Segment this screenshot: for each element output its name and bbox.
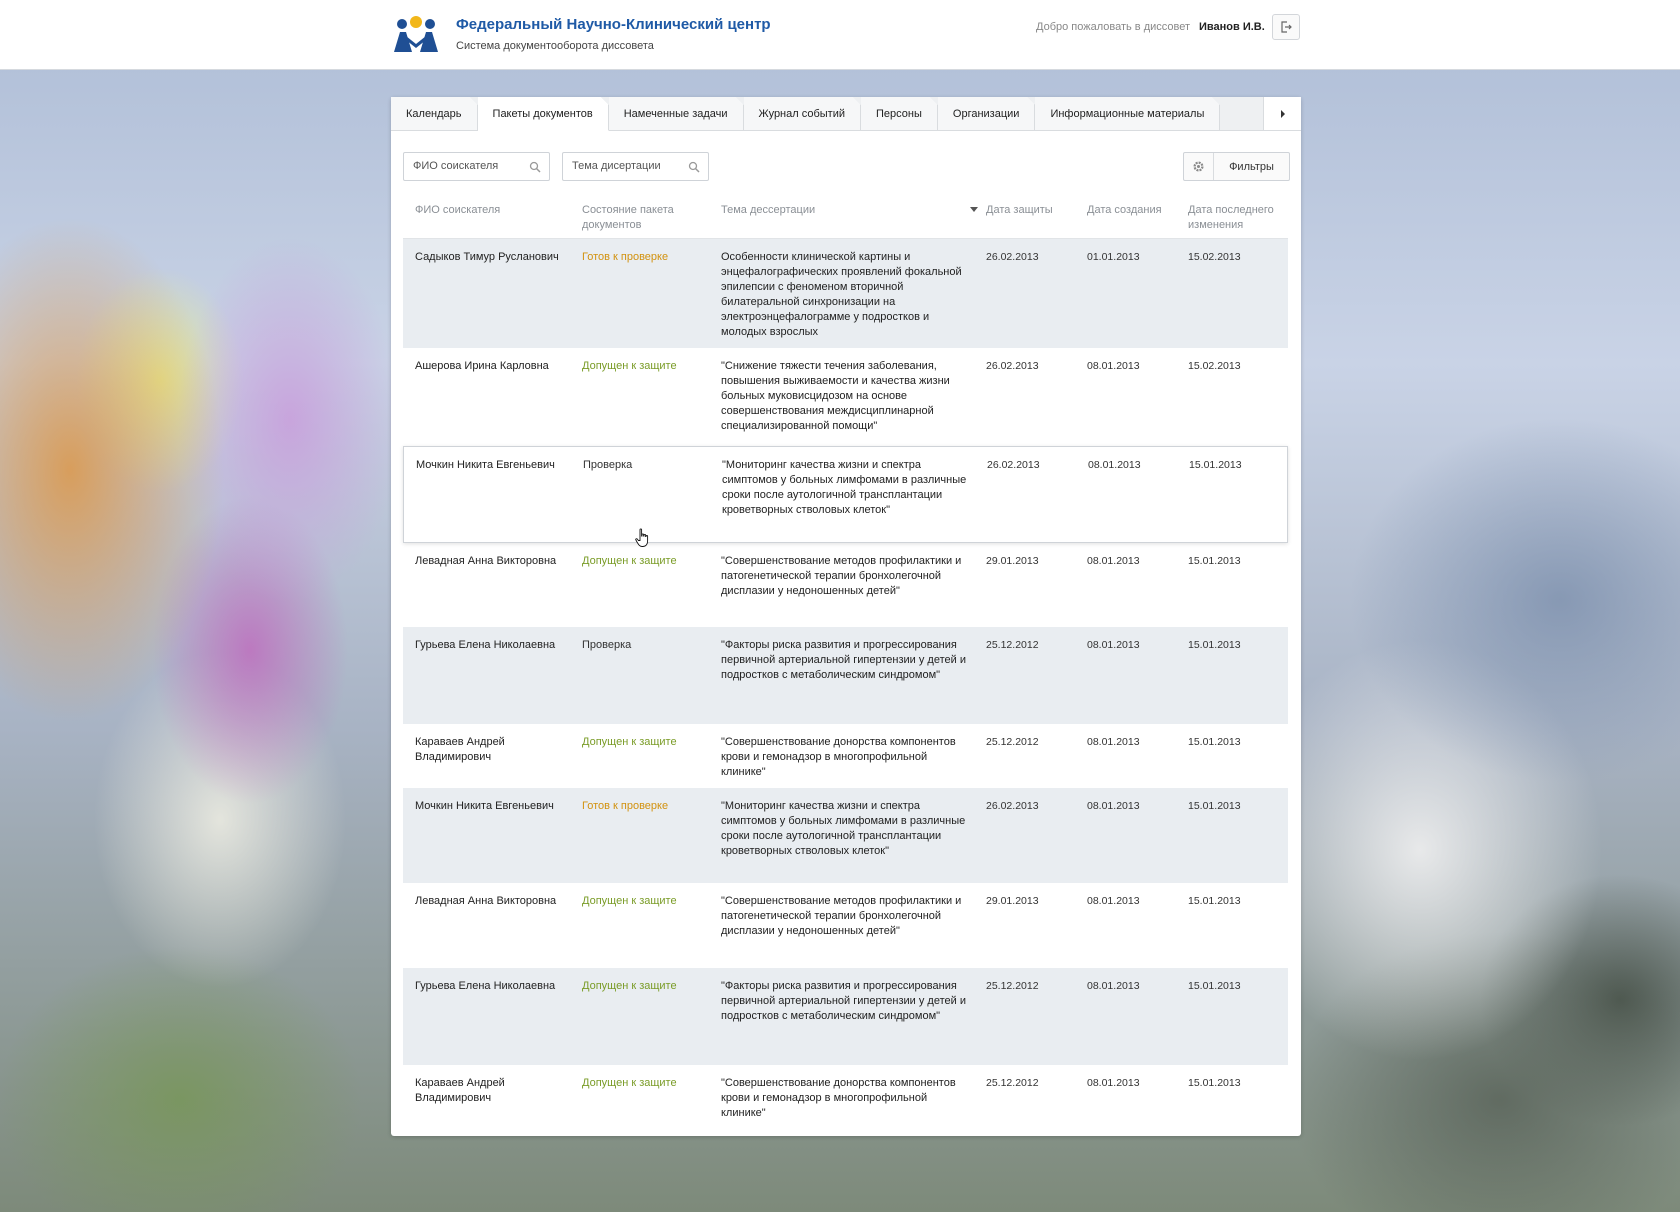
username[interactable]: Иванов И.В. — [1199, 21, 1265, 33]
applicant-name: Садыков Тимур Русланович — [415, 251, 559, 263]
dissertation-topic: "Факторы риска развития и прогрессирования первичной артериальной гипертензии у детей и подростков с метаболическим синдромом" — [721, 980, 966, 1022]
logout-button[interactable] — [1272, 14, 1300, 40]
defense-date: 26.02.2013 — [987, 459, 1040, 471]
modified-date: 15.01.2013 — [1188, 800, 1241, 812]
table-body — [403, 239, 1288, 1135]
defense-date: 26.02.2013 — [986, 360, 1039, 372]
applicant-name: Ашерова Ирина Карловна — [415, 360, 549, 372]
applicant-name: Гурьева Елена Николаевна — [415, 639, 556, 651]
modified-date: 15.01.2013 — [1188, 639, 1241, 651]
search-name-input[interactable] — [413, 160, 523, 172]
welcome-text: Добро пожаловать в диссовет — [1036, 21, 1191, 33]
created-date: 01.01.2013 — [1087, 251, 1140, 263]
gear-icon-box — [1184, 153, 1214, 180]
col-name-header[interactable]: ФИО соискателя — [415, 204, 501, 216]
col-topic-header[interactable]: Тема дессертации — [721, 204, 816, 216]
table-row[interactable] — [403, 446, 1288, 543]
col-status-header[interactable]: Состояние пакета документов — [582, 204, 674, 231]
table-row[interactable] — [403, 883, 1288, 968]
org-title: Федеральный Научно-Клинический центр — [456, 16, 771, 33]
applicant-name: Караваев Андрей Владимирович — [415, 1077, 505, 1104]
search-icon[interactable] — [529, 161, 541, 173]
search-icon[interactable] — [688, 161, 700, 173]
table-header — [403, 195, 1288, 239]
app-header — [0, 0, 1680, 70]
modified-date: 15.01.2013 — [1188, 555, 1241, 567]
col-modified-header[interactable]: Дата последнего изменения — [1188, 204, 1274, 231]
tab-persons[interactable]: Персоны — [861, 97, 938, 131]
created-date: 08.01.2013 — [1087, 980, 1140, 992]
dissertation-topic: "Совершенствование методов профилактики и патогенетической терапии бронхолегочной дисплазии у недоношенных детей" — [721, 555, 962, 597]
created-date: 08.01.2013 — [1087, 736, 1140, 748]
table-row[interactable] — [403, 724, 1288, 788]
created-date: 08.01.2013 — [1088, 459, 1141, 471]
tab-spacer — [1220, 97, 1263, 131]
gear-icon — [1192, 160, 1205, 173]
logout-icon — [1280, 21, 1292, 33]
defense-date: 25.12.2012 — [986, 736, 1039, 748]
defense-date: 25.12.2012 — [986, 639, 1039, 651]
col-created-header[interactable]: Дата создания — [1087, 204, 1162, 216]
dissertation-topic: Особенности клинической картины и энцефалографических проявлений фокальной эпилепсии с феноменом вторичной билатеральной синхронизации на электроэнцефалограмме у подростков и молодых взрослых — [721, 251, 962, 338]
package-status: Допущен к защите — [582, 1077, 677, 1089]
tab-planned-tasks[interactable]: Намеченные задачи — [609, 97, 744, 131]
package-status: Допущен к защите — [582, 895, 677, 907]
defense-date: 25.12.2012 — [986, 1077, 1039, 1089]
package-status: Готов к проверке — [582, 800, 669, 812]
created-date: 08.01.2013 — [1087, 639, 1140, 651]
modified-date: 15.01.2013 — [1189, 459, 1242, 471]
modified-date: 15.01.2013 — [1188, 736, 1241, 748]
package-status: Готов к проверке — [582, 251, 669, 263]
created-date: 08.01.2013 — [1087, 800, 1140, 812]
chevron-right-icon — [1279, 109, 1287, 119]
defense-date: 26.02.2013 — [986, 800, 1039, 812]
main-panel — [391, 97, 1301, 1136]
tab-event-log[interactable]: Журнал событий — [744, 97, 861, 131]
modified-date: 15.01.2013 — [1188, 980, 1241, 992]
dissertation-topic: "Факторы риска развития и прогрессирования первичной артериальной гипертензии у детей и подростков с метаболическим синдромом" — [721, 639, 966, 681]
table-row[interactable] — [403, 543, 1288, 627]
applicant-name: Караваев Андрей Владимирович — [415, 736, 505, 763]
tabs-next-button[interactable] — [1263, 97, 1301, 131]
dissertation-topic: "Совершенствование методов профилактики и патогенетической терапии бронхолегочной дисплазии у недоношенных детей" — [721, 895, 962, 937]
hand-cursor-icon — [635, 528, 651, 548]
defense-date: 25.12.2012 — [986, 980, 1039, 992]
tab-organizations[interactable]: Организации — [938, 97, 1036, 131]
table-row[interactable] — [403, 1065, 1288, 1135]
filters-button[interactable] — [1183, 152, 1290, 181]
dissertation-topic: "Мониторинг качества жизни и спектра симптомов у больных лимфомами в различные сроки после аутологичной трансплантации кроветворных стволовых клеток" — [721, 800, 966, 857]
package-status: Допущен к защите — [582, 555, 677, 567]
table-row[interactable] — [403, 627, 1288, 724]
created-date: 08.01.2013 — [1087, 360, 1140, 372]
table-row[interactable] — [403, 348, 1288, 446]
package-status: Допущен к защите — [582, 980, 677, 992]
table-row[interactable] — [403, 788, 1288, 883]
dissertation-topic: "Совершенствование донорства компонентов крови и гемонадзор в многопрофильной клинике" — [721, 1077, 956, 1119]
defense-date: 26.02.2013 — [986, 251, 1039, 263]
table-row[interactable] — [403, 968, 1288, 1065]
package-status: Проверка — [583, 459, 633, 471]
package-status: Проверка — [582, 639, 632, 651]
search-topic-input[interactable] — [572, 160, 682, 172]
created-date: 08.01.2013 — [1087, 895, 1140, 907]
table-row[interactable] — [403, 239, 1288, 348]
tab-document-packages[interactable]: Пакеты документов — [478, 97, 609, 131]
created-date: 08.01.2013 — [1087, 1077, 1140, 1089]
package-status: Допущен к защите — [582, 360, 677, 372]
defense-date: 29.01.2013 — [986, 895, 1039, 907]
search-topic-field[interactable] — [562, 152, 709, 181]
tab-calendar[interactable]: Календарь — [391, 97, 478, 131]
applicant-name: Гурьева Елена Николаевна — [415, 980, 556, 992]
dissertation-topic: "Мониторинг качества жизни и спектра симптомов у больных лимфомами в различные сроки после аутологичной трансплантации кроветворных стволовых клеток" — [722, 459, 967, 516]
applicant-name: Мочкин Никита Евгеньевич — [415, 800, 554, 812]
defense-date: 29.01.2013 — [986, 555, 1039, 567]
logo-icon — [392, 14, 440, 54]
applicant-name: Левадная Анна Викторовна — [415, 555, 557, 567]
created-date: 08.01.2013 — [1087, 555, 1140, 567]
tab-info-materials[interactable]: Информационные материалы — [1035, 97, 1220, 131]
sort-down-icon[interactable] — [970, 207, 978, 212]
modified-date: 15.02.2013 — [1188, 360, 1241, 372]
modified-date: 15.02.2013 — [1188, 251, 1241, 263]
dissertation-topic: "Снижение тяжести течения заболевания, повышения выживаемости и качества жизни больных муковисцидозом на основе совершенствования междисциплинарной специализированной помощи" — [721, 360, 950, 432]
modified-date: 15.01.2013 — [1188, 895, 1241, 907]
package-status: Допущен к защите — [582, 736, 677, 748]
applicant-name: Мочкин Никита Евгеньевич — [416, 459, 555, 471]
dissertation-topic: "Совершенствование донорства компонентов крови и гемонадзор в многопрофильной клинике" — [721, 736, 956, 778]
modified-date: 15.01.2013 — [1188, 1077, 1241, 1089]
applicant-name: Левадная Анна Викторовна — [415, 895, 557, 907]
search-name-field[interactable] — [403, 152, 550, 181]
tab-bar — [391, 97, 1301, 131]
col-defense-header[interactable]: Дата защиты — [986, 204, 1053, 216]
filters-label: Фильтры — [1229, 160, 1274, 173]
org-subtitle: Система документооборота диссовета — [456, 40, 654, 52]
